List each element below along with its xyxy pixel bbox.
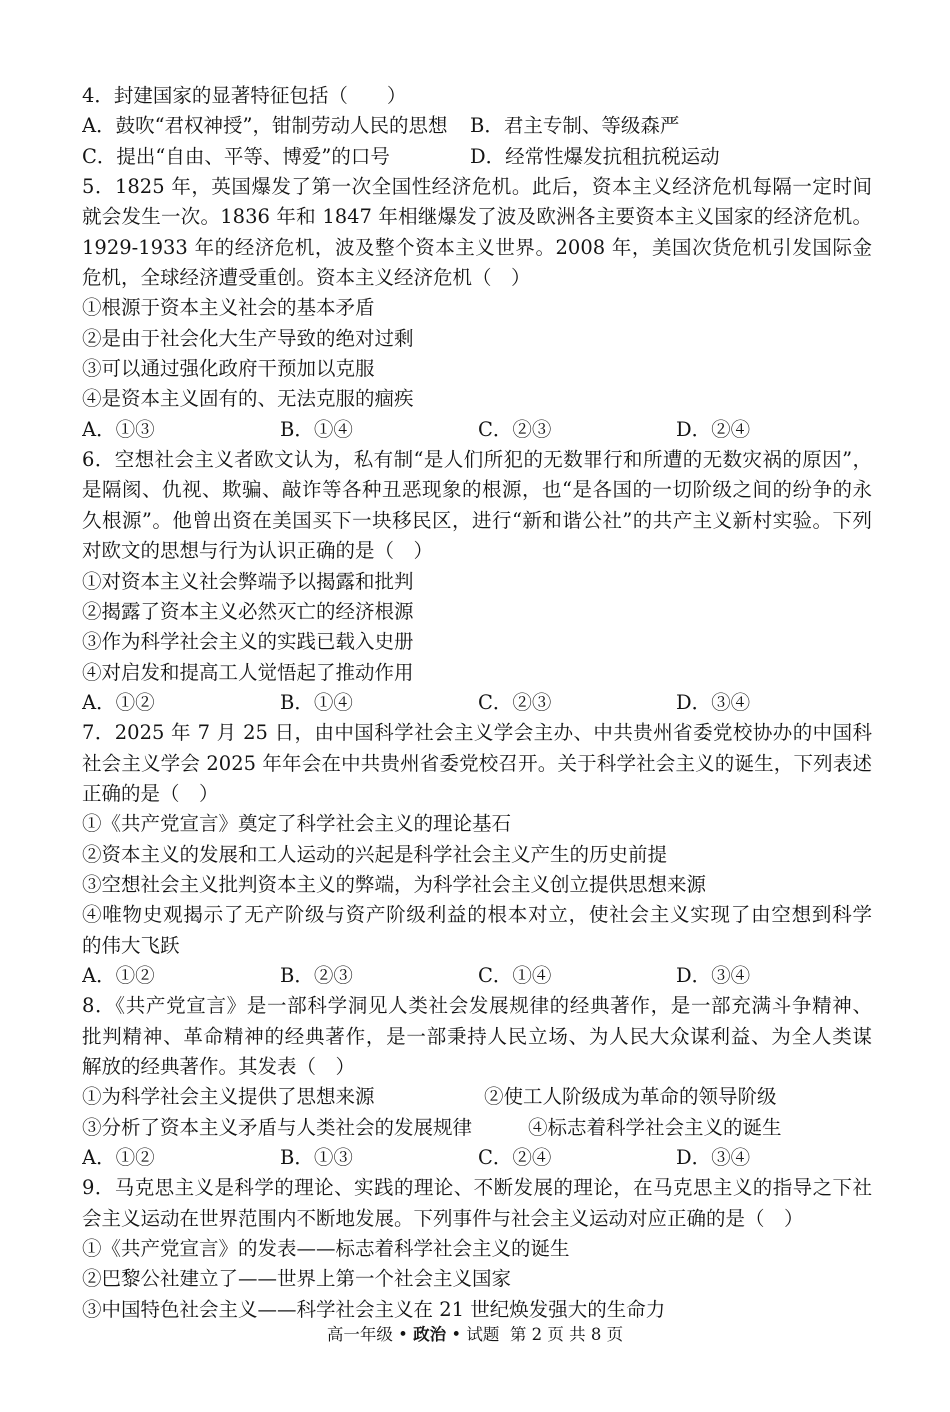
option-a: A．①② <box>82 690 155 714</box>
question-8-item: ③分析了资本主义矛盾与人类社会的发展规律 <box>82 1115 473 1139</box>
question-7-item: ②资本主义的发展和工人运动的兴起是科学社会主义产生的历史前提 <box>82 842 668 866</box>
question-6-stem-line: 久根源”。他曾出资在美国买下一块移民区，进行“新和谐公社”的共产主义新村实验。下列 <box>82 508 872 532</box>
question-9-item: ①《共产党宣言》的发表——标志着科学社会主义的诞生 <box>82 1237 570 1261</box>
question-9-stem-line: 会主义运动在世界范围内不断地发展。下列事件与社会主义运动对应正确的是（ ） <box>82 1206 804 1230</box>
option-d: D．经常性爆发抗租抗税运动 <box>470 144 720 168</box>
question-7-stem-line: 7．2025 年 7 月 25 日，由中国科学社会主义学会主办、中共贵州省委党校协办的中国科 <box>82 721 872 745</box>
option-d: D．③④ <box>676 1146 751 1170</box>
question-8-items-row-2 <box>82 1113 872 1143</box>
option-b: B．君主专制、等级森严 <box>470 114 680 138</box>
option-c: C．②③ <box>478 417 552 441</box>
option-a: A．①③ <box>82 417 155 441</box>
question-8-stem-line: 批判精神、革命精神的经典著作，是一部秉持人民立场、为人民大众谋利益、为全人类谋 <box>82 1024 872 1048</box>
option-b: B．①③ <box>280 1146 353 1170</box>
page-number: 第 2 页 共 8 页 <box>509 1325 624 1344</box>
footer-subject: 政治 <box>413 1325 447 1344</box>
question-5-item: ④是资本主义固有的、无法克服的痼疾 <box>82 387 414 411</box>
option-c: C．提出“自由、平等、博爱”的口号 <box>82 144 390 168</box>
option-d: D．③④ <box>676 690 751 714</box>
question-7-options <box>82 961 872 991</box>
question-6-item: ①对资本主义社会弊端予以揭露和批判 <box>82 569 414 593</box>
question-5-options <box>82 415 872 445</box>
question-8-options <box>82 1143 872 1173</box>
question-9-item: ③中国特色社会主义——科学社会主义在 21 世纪焕发强大的生命力 <box>82 1297 666 1321</box>
option-c: C．②③ <box>478 690 552 714</box>
exam-page <box>82 81 872 1325</box>
option-a: A．①② <box>82 963 155 987</box>
question-8-item: ①为科学社会主义提供了思想来源 <box>82 1085 375 1109</box>
question-7-item-continued: 的伟大飞跃 <box>82 933 180 957</box>
question-7-item: ③空想社会主义批判资本主义的弊端，为科学社会主义创立提供思想来源 <box>82 872 707 896</box>
footer-separator: • <box>451 1325 462 1344</box>
option-b: B．①④ <box>280 417 353 441</box>
question-9-item: ②巴黎公社建立了——世界上第一个社会主义国家 <box>82 1267 512 1291</box>
question-5-item: ②是由于社会化大生产导致的绝对过剩 <box>82 326 414 350</box>
question-6-stem-line: 6．空想社会主义者欧文认为，私有制“是人们所犯的无数罪行和所遭的无数灾祸的原因”， <box>82 448 872 472</box>
footer-separator: • <box>398 1325 408 1344</box>
question-6-item: ④对启发和提高工人觉悟起了推动作用 <box>82 660 414 684</box>
question-8-items-row-1 <box>82 1082 872 1112</box>
question-8-item: ④标志着科学社会主义的诞生 <box>528 1115 782 1139</box>
question-6-item: ②揭露了资本主义必然灭亡的经济根源 <box>82 599 414 623</box>
question-6-stem-line: 对欧文的思想与行为认识正确的是（ ） <box>82 539 434 563</box>
question-6-stem-line: 是隔阂、仇视、欺骗、敲诈等各种丑恶现象的根源，也“是各国的一切阶级之间的纷争的永 <box>82 478 872 502</box>
option-b: B．②③ <box>280 963 353 987</box>
question-5-stem-line: 就会发生一次。1836 年和 1847 年相继爆发了波及欧洲各主要资本主义国家的经济危机。 <box>82 205 872 229</box>
question-8-stem-line: 解放的经典著作。其发表（ ） <box>82 1055 356 1078</box>
option-b: B．①④ <box>280 690 353 714</box>
option-a: A．①② <box>82 1146 155 1170</box>
option-d: D．②④ <box>676 417 751 441</box>
question-6-item: ③作为科学社会主义的实践已载入史册 <box>82 630 414 654</box>
question-5-item: ①根源于资本主义社会的基本矛盾 <box>82 296 375 320</box>
question-8-item: ②使工人阶级成为革命的领导阶级 <box>484 1085 777 1109</box>
question-4-options-row-1 <box>82 111 872 141</box>
footer-kind: 试题 <box>466 1325 500 1344</box>
question-5-stem-line: 5．1825 年，英国爆发了第一次全国性经济危机。此后，资本主义经济危机每隔一定时间 <box>82 175 872 199</box>
question-5-stem-line: 1929-1933 年的经济危机，波及整个资本主义世界。2008 年，美国次货危机引发国际金 <box>82 235 872 259</box>
option-d: D．③④ <box>676 963 751 987</box>
option-c: C．②④ <box>478 1146 552 1170</box>
question-8-stem-line: 8．《共产党宣言》是一部科学洞见人类社会发展规律的经典著作，是一部充满斗争精神、 <box>82 994 872 1018</box>
question-5-stem-line: 危机，全球经济遭受重创。资本主义经济危机（ ） <box>82 266 531 290</box>
option-c: C．①④ <box>478 963 552 987</box>
question-4-stem: 4．封建国家的显著特征包括（ ） <box>82 84 407 107</box>
option-a: A．鼓吹“君权神授”，钳制劳动人民的思想 <box>82 114 448 138</box>
question-7-stem-line: 社会主义学会 2025 年年会在中共贵州省委党校召开。关于科学社会主义的诞生，下列表述 <box>82 751 872 775</box>
question-5-item: ③可以通过强化政府干预加以克服 <box>82 357 375 381</box>
footer-grade: 高一年级 <box>326 1325 393 1344</box>
question-9-stem-line: 9．马克思主义是科学的理论、实践的理论、不断发展的理论，在马克思主义的指导之下社 <box>82 1176 872 1200</box>
question-7-stem-line: 正确的是（ ） <box>82 781 219 805</box>
question-4-options-row-2 <box>82 142 872 172</box>
question-6-options <box>82 688 872 718</box>
question-7-item: ④唯物史观揭示了无产阶级与资产阶级利益的根本对立，使社会主义实现了由空想到科学 <box>82 903 872 927</box>
page-footer <box>0 1323 950 1347</box>
question-7-item: ①《共产党宣言》奠定了科学社会主义的理论基石 <box>82 812 512 836</box>
